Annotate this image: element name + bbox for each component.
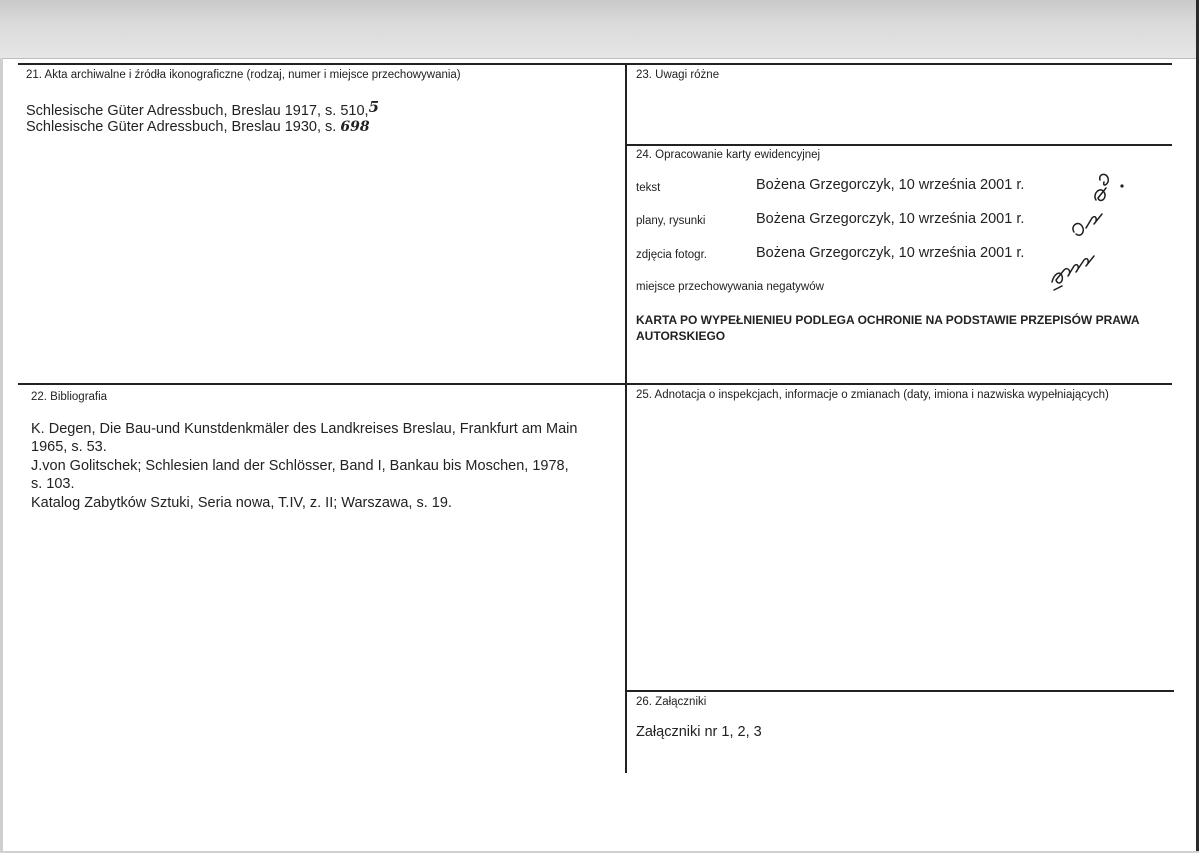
section-21-line-1-text: Schlesische Güter Adressbuch, Breslau 1917, s. 510, <box>26 103 369 119</box>
rule-middle <box>18 383 1172 385</box>
rule-center-divider <box>625 63 627 773</box>
negatives-storage-label: miejsce przechowywania negatywów <box>636 281 824 293</box>
section-26-label: 26. Załączniki <box>636 696 707 708</box>
row-text-label: tekst <box>636 182 661 194</box>
rule-25-26 <box>626 690 1174 692</box>
section-21-line-2 <box>26 119 370 137</box>
section-21-line-2-text: Schlesische Güter Adressbuch, Breslau 1930, s. <box>26 119 341 135</box>
bibliography-line-3: J.von Golitschek; Schlesien land der Schlösser, Band I, Bankau bis Moschen, 1978, <box>31 458 569 474</box>
bibliography-line-5: Katalog Zabytków Sztuki, Seria nowa, T.IV, z. II; Warszawa, s. 19. <box>31 495 452 511</box>
section-21-label: 21. Akta archiwalne i źródła ikonograficzne (rodzaj, numer i miejsce przechowywania) <box>26 69 461 81</box>
row-photos-value: Bożena Grzegorczyk, 10 września 2001 r. <box>756 245 1025 261</box>
row-plans-value: Bożena Grzegorczyk, 10 września 2001 r. <box>756 211 1025 227</box>
row-plans-label: plany, rysunki <box>636 215 706 227</box>
row-text-value: Bożena Grzegorczyk, 10 września 2001 r. <box>756 177 1025 193</box>
section-21-line-1 <box>26 98 379 121</box>
section-24-label: 24. Opracowanie karty ewidencyjnej <box>636 149 821 161</box>
bibliography-line-1: K. Degen, Die Bau-und Kunstdenkmäler des Landkreises Breslau, Frankfurt am Main <box>31 421 578 437</box>
scan-left-edge <box>0 58 3 853</box>
bibliography-line-4: s. 103. <box>31 476 75 492</box>
attachments-value: Załączniki nr 1, 2, 3 <box>636 724 762 740</box>
rule-23-24 <box>626 144 1172 146</box>
handwritten-page-number: 698 <box>340 119 370 135</box>
row-photos-label: zdjęcia fotogr. <box>636 249 707 261</box>
section-25-label: 25. Adnotacja o inspekcjach, informacje o zmianach (daty, imiona i nazwiska wypełniających) <box>636 389 1109 401</box>
section-22-label: 22. Bibliografia <box>31 391 108 403</box>
bibliography-line-2: 1965, s. 53. <box>31 439 107 455</box>
copyright-notice: KARTA PO WYPEŁNIENIEU PODLEGA OCHRONIE NA PODSTAWIE PRZEPISÓW PRAWA AUTORSKIEGO <box>636 313 1140 343</box>
section-23-label: 23. Uwagi różne <box>636 69 720 81</box>
scan-top-band <box>0 0 1199 59</box>
handwritten-page-correction: 5 <box>368 98 379 116</box>
rule-top <box>18 63 1172 65</box>
handwritten-signature <box>1040 170 1140 295</box>
